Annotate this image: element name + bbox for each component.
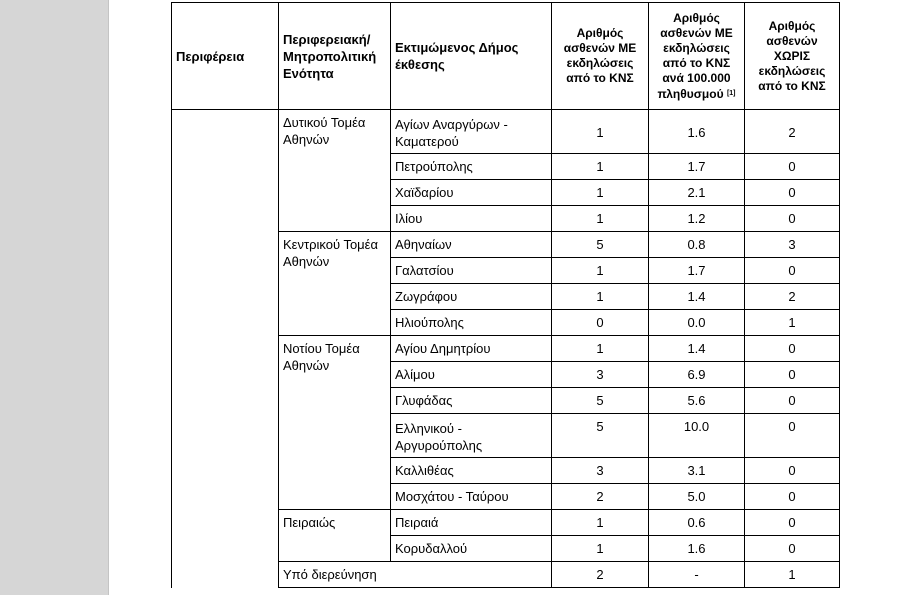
with-cell: 1 (552, 284, 649, 310)
with-cell: 5 (552, 388, 649, 414)
without-cell: 0 (745, 362, 840, 388)
per100k-cell: 1.4 (649, 284, 745, 310)
per100k-cell: 0.8 (649, 232, 745, 258)
with-cell: 1 (552, 536, 649, 562)
without-cell: 0 (745, 414, 840, 458)
municipality-cell: Μοσχάτου - Ταύρου (391, 484, 552, 510)
with-cell: 0 (552, 310, 649, 336)
header-unit: Περιφερειακή/ Μητροπολιτική Ενότητα (279, 3, 391, 110)
per100k-cell: 5.0 (649, 484, 745, 510)
per100k-cell: 0.0 (649, 310, 745, 336)
without-cell: 0 (745, 206, 840, 232)
with-cell: 1 (552, 258, 649, 284)
with-cell: 2 (552, 562, 649, 588)
per100k-cell: 1.6 (649, 110, 745, 154)
table-header-row (172, 3, 840, 110)
per100k-cell: 3.1 (649, 458, 745, 484)
header-municipality: Εκτιμώμενος Δήμος έκθεσης (391, 3, 552, 110)
per100k-cell: 6.9 (649, 362, 745, 388)
left-margin-gutter (0, 0, 108, 595)
table-row (172, 110, 840, 154)
municipality-cell: Πειραιά (391, 510, 552, 536)
municipality-cell: Ζωγράφου (391, 284, 552, 310)
with-cell: 1 (552, 154, 649, 180)
municipality-cell: Πετρούπολης (391, 154, 552, 180)
per100k-cell: - (649, 562, 745, 588)
header-with-symptoms: Αριθμός ασθενών ΜΕ εκδηλώσεις από το ΚΝΣ (552, 3, 649, 110)
without-cell: 0 (745, 536, 840, 562)
without-cell: 2 (745, 284, 840, 310)
without-cell: 0 (745, 458, 840, 484)
per100k-cell: 1.7 (649, 258, 745, 284)
with-cell: 5 (552, 232, 649, 258)
header-per-100k-text: Αριθμός ασθενών ΜΕ εκδηλώσεις από το ΚΝΣ ανά 100.000 πληθυσμού (657, 10, 733, 101)
without-cell: 0 (745, 154, 840, 180)
unit-cell: Πειραιώς (279, 510, 391, 562)
without-cell: 0 (745, 388, 840, 414)
region-cell (172, 110, 279, 588)
municipality-cell: Αθηναίων (391, 232, 552, 258)
with-cell: 1 (552, 206, 649, 232)
per100k-cell: 5.6 (649, 388, 745, 414)
per100k-cell: 1.2 (649, 206, 745, 232)
with-cell: 1 (552, 110, 649, 154)
with-cell: 1 (552, 336, 649, 362)
per100k-cell: 10.0 (649, 414, 745, 458)
without-cell: 0 (745, 258, 840, 284)
without-cell: 1 (745, 562, 840, 588)
municipality-cell: Καλλιθέας (391, 458, 552, 484)
municipality-cell: Ηλιούπολης (391, 310, 552, 336)
municipality-cell: Γαλατσίου (391, 258, 552, 284)
per100k-cell: 2.1 (649, 180, 745, 206)
cases-table (171, 2, 840, 588)
without-cell: 1 (745, 310, 840, 336)
without-cell: 0 (745, 180, 840, 206)
municipality-cell: Αγίου Δημητρίου (391, 336, 552, 362)
with-cell: 1 (552, 180, 649, 206)
municipality-cell: Ιλίου (391, 206, 552, 232)
municipality-cell: Κορυδαλλού (391, 536, 552, 562)
per100k-cell: 1.4 (649, 336, 745, 362)
unit-cell: Κεντρικού Τομέα Αθηνών (279, 232, 391, 336)
municipality-cell: Χαϊδαρίου (391, 180, 552, 206)
without-cell: 0 (745, 484, 840, 510)
municipality-cell: Ελληνικού - Αργυρούπολης (391, 414, 552, 458)
municipality-cell: Αλίμου (391, 362, 552, 388)
header-without-symptoms: Αριθμός ασθενών ΧΩΡΙΣ εκδηλώσεις από το ΚΝΣ (745, 3, 840, 110)
with-cell: 3 (552, 458, 649, 484)
without-cell: 0 (745, 336, 840, 362)
with-cell: 2 (552, 484, 649, 510)
without-cell: 0 (745, 510, 840, 536)
unit-cell: Δυτικού Τομέα Αθηνών (279, 110, 391, 232)
without-cell: 2 (745, 110, 840, 154)
municipality-cell: Αγίων Αναργύρων - Καματερού (391, 110, 552, 154)
with-cell: 5 (552, 414, 649, 458)
unit-cell: Νοτίου Τομέα Αθηνών (279, 336, 391, 510)
per100k-cell: 1.7 (649, 154, 745, 180)
with-cell: 3 (552, 362, 649, 388)
with-cell: 1 (552, 510, 649, 536)
under-investigation-label: Υπό διερεύνηση (279, 562, 552, 588)
per100k-cell: 0.6 (649, 510, 745, 536)
footnote-ref: [1] (726, 89, 736, 97)
without-cell: 3 (745, 232, 840, 258)
header-region: Περιφέρεια (172, 3, 279, 110)
municipality-cell: Γλυφάδας (391, 388, 552, 414)
per100k-cell: 1.6 (649, 536, 745, 562)
header-per-100k (649, 3, 745, 110)
